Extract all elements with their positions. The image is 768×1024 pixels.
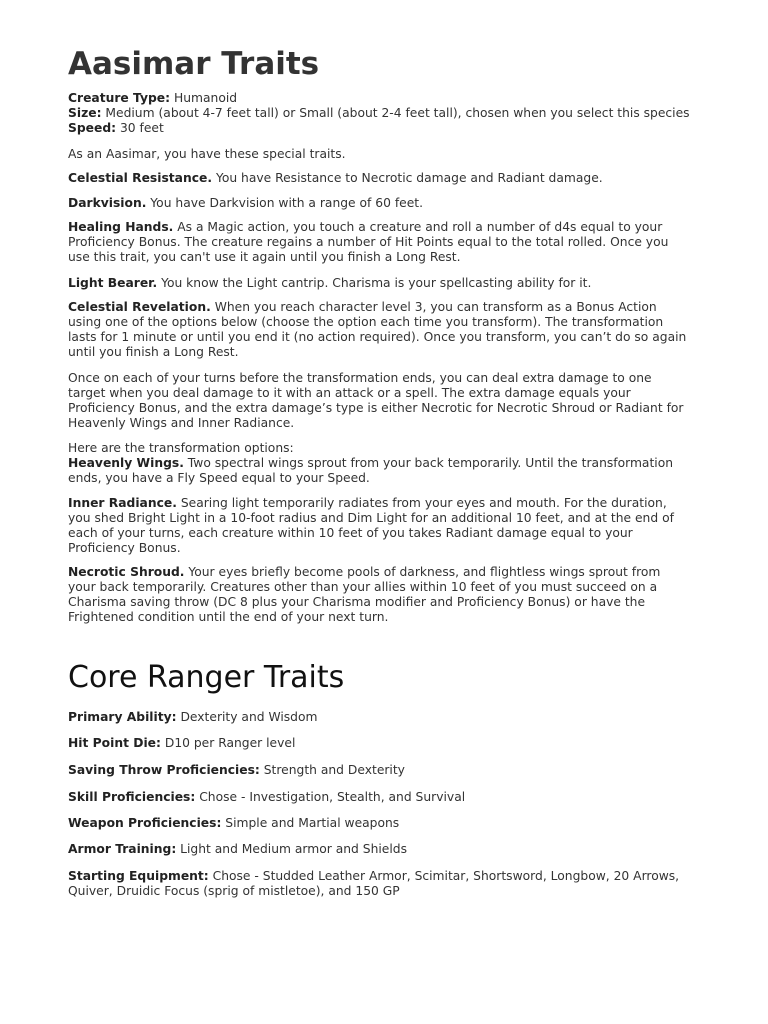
extra-damage-text-3: Proficiency Bonus, and the extra damage’s type is either Necrotic for Necrotic Shroud or Radiant for	[68, 401, 684, 415]
starting-equipment-label: Starting Equipment:	[68, 869, 209, 883]
celestial-revelation-text-3: lasts for 1 minute or until you end it (no action required). Once you transform, you can’t do so again	[68, 330, 687, 344]
skill-proficiencies-value: Chose - Investigation, Stealth, and Survival	[195, 790, 466, 804]
armor-training-value: Light and Medium armor and Shields	[176, 842, 407, 856]
heavenly-wings-label: Heavenly Wings.	[68, 456, 184, 470]
necrotic-shroud-text-1: Your eyes briefly become pools of darkness, and flightless wings sprout from	[184, 565, 661, 579]
light-bearer-trait	[68, 276, 708, 291]
necrotic-shroud-label: Necrotic Shroud.	[68, 565, 185, 579]
armor-training-label: Armor Training:	[68, 842, 177, 856]
saving-throws-row	[68, 763, 708, 778]
aasimar-basic-stats	[68, 91, 708, 136]
weapon-proficiencies-value: Simple and Martial weapons	[221, 816, 400, 830]
light-bearer-text: You know the Light cantrip. Charisma is your spellcasting ability for it.	[157, 276, 592, 290]
hit-point-die-row	[68, 736, 708, 751]
celestial-revelation-text-1: When you reach character level 3, you can transform as a Bonus Action	[210, 300, 657, 314]
extra-damage-text-1: Once on each of your turns before the transformation ends, you can deal extra damage to one	[68, 371, 652, 385]
primary-ability-row	[68, 710, 708, 725]
necrotic-shroud-text-2: your back temporarily. Creatures other than your allies within 10 feet of you must succeed on a	[68, 580, 658, 594]
starting-equipment-text-1: Chose - Studded Leather Armor, Scimitar, Shortsword, Longbow, 20 Arrows,	[208, 869, 680, 883]
inner-radiance-text-3: each of your turns, each creature within 10 feet of you takes Radiant damage equal to your	[68, 526, 633, 540]
celestial-resistance-text: You have Resistance to Necrotic damage and Radiant damage.	[212, 171, 603, 185]
speed-line	[68, 121, 708, 136]
celestial-revelation-trait	[68, 300, 708, 360]
celestial-resistance-label: Celestial Resistance.	[68, 171, 213, 185]
heavenly-wings-text-1: Two spectral wings sprout from your back temporarily. Until the transformation	[183, 456, 674, 470]
options-intro-text: Here are the transformation options:	[68, 441, 294, 455]
healing-hands-text-3: use this trait, you can't use it again until you finish a Long Rest.	[68, 250, 461, 264]
necrotic-shroud-text-3: Charisma saving throw (DC 8 plus your Charisma modifier and Proficiency Bonus) or have the	[68, 595, 646, 609]
size-line	[68, 106, 708, 121]
aasimar-intro-text: As an Aasimar, you have these special traits.	[68, 147, 346, 161]
necrotic-shroud-text-4: Frightened condition until the end of your next turn.	[68, 610, 389, 624]
starting-equipment-row	[68, 869, 708, 899]
weapon-proficiencies-label: Weapon Proficiencies:	[68, 816, 222, 830]
armor-training-row	[68, 842, 708, 857]
starting-equipment-text-2: Quiver, Druidic Focus (sprig of mistletoe), and 150 GP	[68, 884, 400, 898]
darkvision-label: Darkvision.	[68, 196, 147, 210]
speed-label: Speed:	[68, 121, 117, 135]
aasimar-intro	[68, 147, 708, 162]
speed-value: 30 feet	[116, 121, 164, 135]
aasimar-title: Aasimar Traits	[68, 46, 320, 82]
inner-radiance-option	[68, 496, 708, 556]
saving-throws-value: Strength and Dexterity	[259, 763, 405, 777]
size-value: Medium (about 4-7 feet tall) or Small (about 2-4 feet tall), chosen when you select this species	[101, 106, 690, 120]
healing-hands-text-2: Proficiency Bonus. The creature regains a number of Hit Points equal to the total rolled. Once you	[68, 235, 669, 249]
inner-radiance-text-4: Proficiency Bonus.	[68, 541, 181, 555]
light-bearer-label: Light Bearer.	[68, 276, 158, 290]
celestial-resistance-trait	[68, 171, 708, 186]
size-label: Size:	[68, 106, 102, 120]
saving-throws-label: Saving Throw Proficiencies:	[68, 763, 260, 777]
heavenly-wings-text-2: ends, you have a Fly Speed equal to your Speed.	[68, 471, 370, 485]
celestial-revelation-text-4: until you finish a Long Rest.	[68, 345, 239, 359]
weapon-proficiencies-row	[68, 816, 708, 831]
darkvision-text: You have Darkvision with a range of 60 feet.	[146, 196, 424, 210]
inner-radiance-text-2: you shed Bright Light in a 10-foot radius and Dim Light for an additional 10 feet, and at the end of	[68, 511, 674, 525]
extra-damage-paragraph	[68, 371, 708, 431]
celestial-revelation-label: Celestial Revelation.	[68, 300, 211, 314]
hit-point-die-value: D10 per Ranger level	[160, 736, 296, 750]
inner-radiance-text-1: Searing light temporarily radiates from your eyes and mouth. For the duration,	[176, 496, 667, 510]
necrotic-shroud-option	[68, 565, 708, 625]
creature-type-value: Humanoid	[170, 91, 238, 105]
darkvision-trait	[68, 196, 708, 211]
extra-damage-text-2: target when you deal damage to it with an attack or a spell. The extra damage equals your	[68, 386, 631, 400]
healing-hands-label: Healing Hands.	[68, 220, 174, 234]
skill-proficiencies-label: Skill Proficiencies:	[68, 790, 196, 804]
skill-proficiencies-row	[68, 790, 708, 805]
transformation-options	[68, 441, 708, 486]
hit-point-die-label: Hit Point Die:	[68, 736, 161, 750]
creature-type-label: Creature Type:	[68, 91, 171, 105]
primary-ability-label: Primary Ability:	[68, 710, 177, 724]
healing-hands-trait	[68, 220, 708, 265]
inner-radiance-label: Inner Radiance.	[68, 496, 177, 510]
primary-ability-value: Dexterity and Wisdom	[176, 710, 318, 724]
ranger-title: Core Ranger Traits	[68, 660, 345, 695]
creature-type-line	[68, 91, 708, 106]
extra-damage-text-4: Heavenly Wings and Inner Radiance.	[68, 416, 295, 430]
healing-hands-text-1: As a Magic action, you touch a creature and roll a number of d4s equal to your	[173, 220, 663, 234]
celestial-revelation-text-2: using one of the options below (choose the option each time you transform). The transformation	[68, 315, 664, 329]
